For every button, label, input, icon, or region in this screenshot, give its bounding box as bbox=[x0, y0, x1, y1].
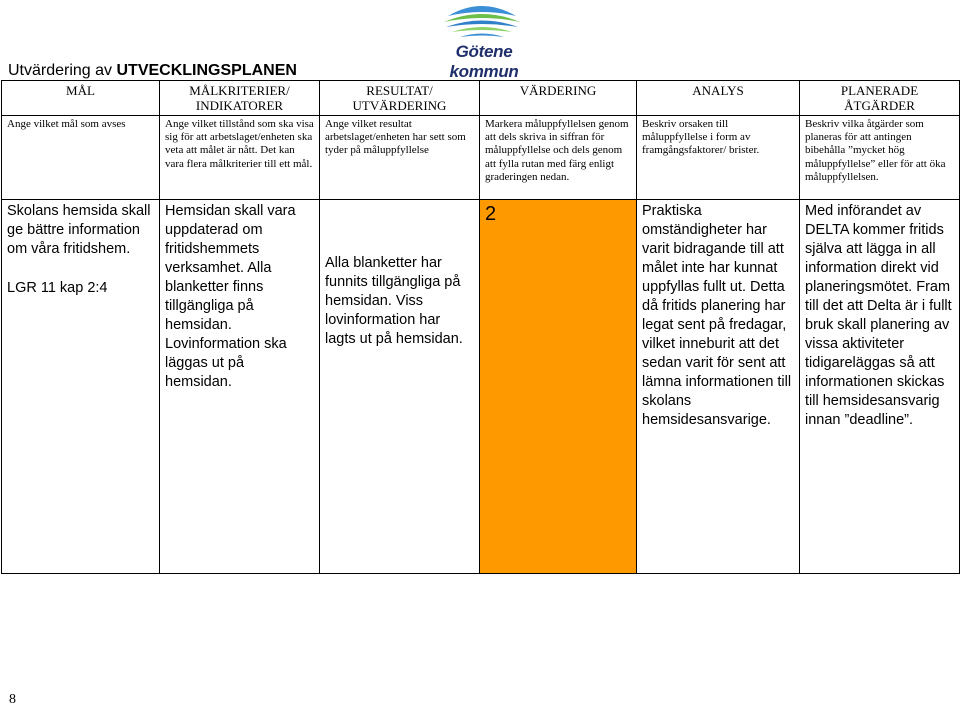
col-header-vardering: VÄRDERING bbox=[480, 81, 637, 116]
result-cell bbox=[320, 200, 480, 574]
gotene-kommun-logo bbox=[424, 2, 540, 81]
evaluation-table bbox=[1, 80, 960, 574]
actions-text: Med införandet av DELTA kommer fritids själva att lägga in all information direkt vid planeringsmötet. Fram till det att Delta är i fullt bruk skall planering av vissa aktiviteter tidigareläggas så att informationen skickas till hemsidesansvarig innan ”deadline”. bbox=[805, 203, 952, 428]
logo-waves-icon bbox=[438, 2, 526, 40]
page-title-prefix: Utvärdering av bbox=[8, 62, 117, 79]
col-header-malkriterier: MÅLKRITERIER/ INDIKATORER bbox=[160, 81, 320, 116]
instruction-atgarder: Beskriv vilka åtgärder som planeras för att antingen bibehålla ”mycket hög måluppfyllelse” eller för att öka måluppfyllelsen. bbox=[800, 116, 960, 200]
page-title-bold: UTVECKLINGSPLANEN bbox=[116, 62, 297, 79]
actions-cell bbox=[800, 200, 960, 574]
instruction-malkriterier: Ange vilket tillstånd som ska visa sig för att arbetslaget/enheten ska veta att målet är nått. Det kan vara flera målkriterier till ett mål. bbox=[160, 116, 320, 200]
goal-text: Skolans hemsida skall ge bättre information om våra fritidshem. bbox=[7, 203, 151, 257]
page-number: 8 bbox=[9, 692, 16, 707]
page-title bbox=[8, 62, 297, 80]
goal-reference: LGR 11 kap 2:4 bbox=[7, 280, 108, 296]
instruction-mal: Ange vilket mål som avses bbox=[2, 116, 160, 200]
instruction-resultat: Ange vilket resultat arbetslaget/enheten har sett som tyder på måluppfyllelse bbox=[320, 116, 480, 200]
col-header-atgarder: PLANERADE ÅTGÄRDER bbox=[800, 81, 960, 116]
goal-cell bbox=[2, 200, 160, 574]
content-row bbox=[2, 200, 960, 574]
col-header-analys: ANALYS bbox=[637, 81, 800, 116]
criteria-text: Hemsidan skall vara uppdaterad om fritidshemmets verksamhet. Alla blanketter finns tillgängliga på hemsidan. Lovinformation ska läggas ut på hemsidan. bbox=[165, 203, 296, 390]
instruction-analys: Beskriv orsaken till måluppfyllelse i form av framgångsfaktorer/ brister. bbox=[637, 116, 800, 200]
criteria-cell bbox=[160, 200, 320, 574]
grade-cell bbox=[480, 200, 637, 574]
logo-text: Götene kommun bbox=[449, 42, 519, 81]
header-row bbox=[2, 81, 960, 116]
result-text: Alla blanketter har funnits tillgängliga på hemsidan. Viss lovinformation har lagts ut på hemsidan. bbox=[325, 255, 463, 347]
grade-value: 2 bbox=[485, 203, 497, 225]
col-header-resultat: RESULTAT/ UTVÄRDERING bbox=[320, 81, 480, 116]
analysis-text: Praktiska omständigheter har varit bidragande till att målet inte har kunnat uppfyllas fullt ut. Detta då fritids planering har legat sent på fredagar, vilket inneburit att det sedan varit för sent att lämna informationen till skolans hemsidesansvarige. bbox=[642, 203, 792, 428]
analysis-cell bbox=[637, 200, 800, 574]
instruction-vardering: Markera måluppfyllelsen genom att dels skriva in siffran för måluppfyllelse och dels genom att fylla rutan med färg enligt graderingen nedan. bbox=[480, 116, 637, 200]
col-header-mal: MÅL bbox=[2, 81, 160, 116]
instruction-row bbox=[2, 116, 960, 200]
